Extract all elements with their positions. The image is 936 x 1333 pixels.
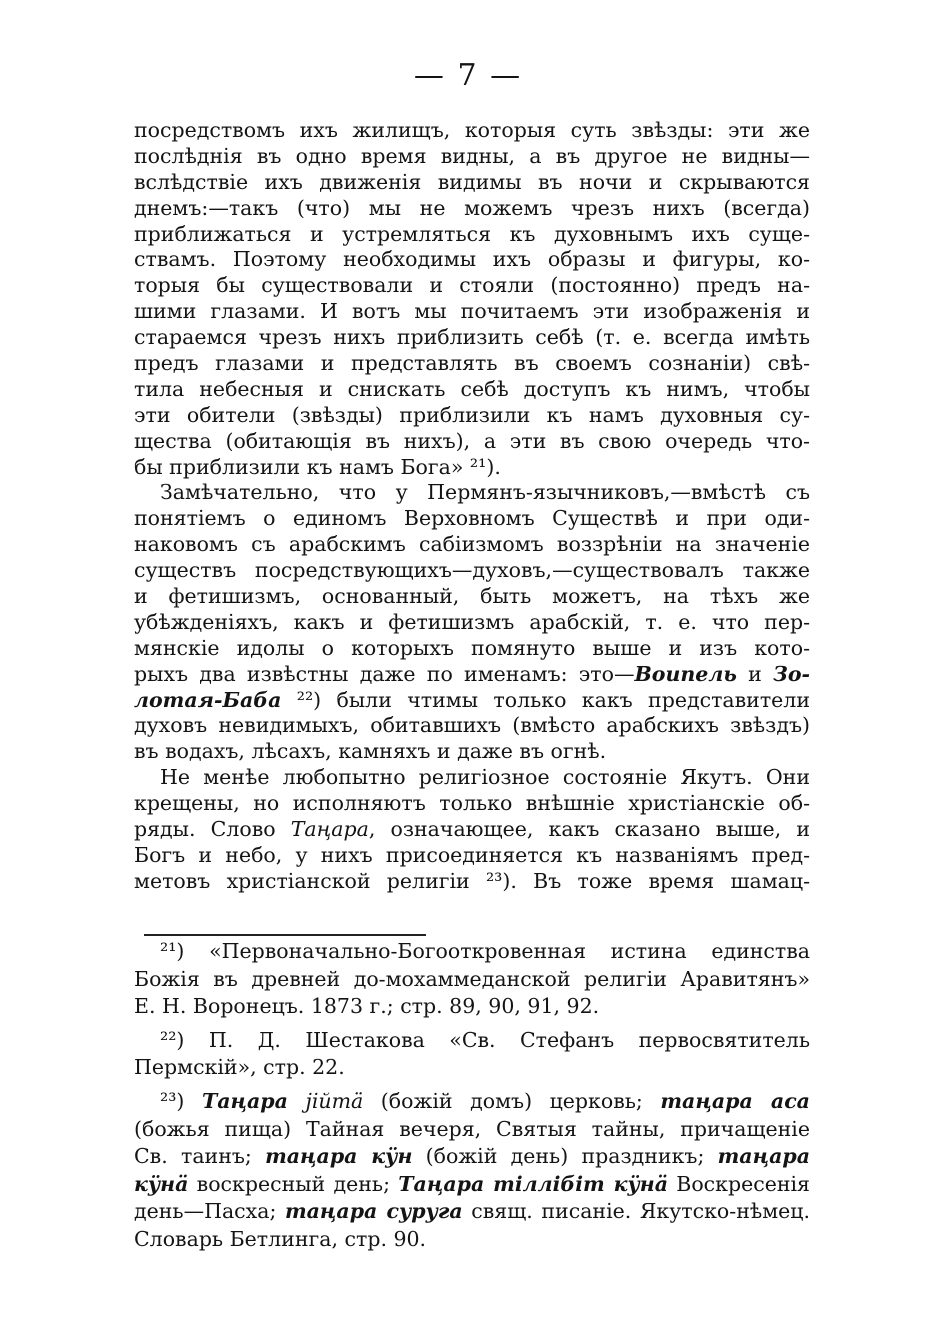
text-line: приближаться и устремляться къ духовнымъ ихъ суще- xyxy=(134,221,810,246)
text-line: Богъ и небо, у нихъ присоединяется къ названіямъ пред- xyxy=(134,842,810,867)
text-line: послѣднія въ одно время видны, а въ другое не видны— xyxy=(134,143,810,168)
term-tangara-tillibit-kuna: Таңара тiллiбiт кӱнӓ xyxy=(398,1171,668,1196)
text-line: эти обители (звѣзды) приблизили къ намъ духовныя су- xyxy=(134,402,810,427)
text-line: наковомъ съ арабскимъ сабіизмомъ воззрѣніи на значеніе xyxy=(134,532,810,557)
text-segment: ряды. Слово xyxy=(134,817,291,842)
footnote-21-line: Божія въ древней до-мохаммеданской религіи Аравитянъ» xyxy=(134,966,810,991)
text-line: мянскіе идолы о которыхъ помянуто выше и изъ кото- xyxy=(134,635,810,660)
text-line: понятіемъ о единомъ Верховномъ Существѣ и при оди- xyxy=(134,506,810,531)
text-line: духовъ невидимыхъ, обитавшихъ (вмѣсто арабскихъ звѣздъ) xyxy=(134,713,810,738)
footnote-23-mark: ²³) xyxy=(160,1088,185,1113)
footnote-23-line xyxy=(134,1171,810,1199)
text-line: въ водахъ, лѣсахъ, камняхъ и даже въ огнѣ. xyxy=(134,739,607,764)
text-line: стараемся чрезъ нихъ приблизить себѣ (т. е. всегда имѣть xyxy=(134,325,810,350)
text-line: посредствомъ ихъ жилищъ, которыя суть звѣзды: эти же xyxy=(134,118,810,142)
text-line xyxy=(134,688,810,714)
footnote-22-mark: ²²) xyxy=(160,1027,185,1052)
footnote-23-line xyxy=(134,1198,810,1226)
footnote-22-text: П. Д. Шестакова «Св. Стефанъ первосвятитель xyxy=(208,1027,810,1052)
text-line: и фетишизмъ, основанный, быть можетъ, на тѣхъ же xyxy=(134,584,810,609)
text-segment: (божій день) праздникъ; xyxy=(412,1144,718,1169)
footnote-23-line: (божья пища) Тайная вечеря, Святыя тайны, причащеніе xyxy=(134,1116,810,1141)
text-segment: день—Пасха; xyxy=(134,1199,285,1224)
text-segment: Св. таинъ; xyxy=(134,1144,266,1169)
term-tangara-kun: таңара кӱн xyxy=(265,1144,413,1169)
text-segment: свящ. писаніе. Якутско-нѣмец. xyxy=(462,1199,810,1224)
main-text xyxy=(134,118,810,895)
footnote-23-line: Словарь Бетлинга, стр. 90. xyxy=(134,1226,427,1251)
text-segment: (божій домъ) церковь; xyxy=(363,1088,661,1113)
text-line: Не менѣе любопытно религіозное состояніе Якутъ. Они xyxy=(160,765,810,790)
text-segment: и xyxy=(736,661,774,686)
term-tangara-asa: таңара аса xyxy=(660,1088,810,1113)
term-tangara-suruga: таңара суруга xyxy=(284,1199,463,1224)
text-line: шими глазами. И вотъ мы почитаемъ эти изображенія и xyxy=(134,299,810,324)
text-line xyxy=(134,817,810,843)
text-line: убѣжденіяхъ, какъ и фетишизмъ арабскій, т. е. что пер- xyxy=(134,609,810,634)
term-jiita: jiйтӓ xyxy=(305,1088,364,1113)
footnote-22-line: Пермскій», стр. 22. xyxy=(134,1055,345,1080)
footnote-21-text: «Первоначально-Богооткровенная истина единства xyxy=(209,939,810,963)
text-line: Замѣчательно, что у Пермянъ-язычниковъ,—вмѣстѣ съ xyxy=(160,480,810,505)
idol-name-zolotaya-start: Зо- xyxy=(773,661,810,686)
idol-name-voipel: Воипель xyxy=(634,661,737,686)
text-segment: ²²) были чтимы только какъ представители xyxy=(281,687,810,712)
footnote-ref: ²¹). xyxy=(469,454,501,479)
text-line: вслѣдствіе ихъ движенія видимы въ ночи и скрываются xyxy=(134,169,810,194)
text-segment: рыхъ два извѣстны даже по именамъ: это— xyxy=(134,661,635,686)
text-line xyxy=(134,455,810,481)
text-line: ствамъ. Поэтому необходимы ихъ образы и фигуры, ко- xyxy=(134,247,810,272)
text-line: тила небесныя и снискать себѣ доступъ къ нимъ, чтобы xyxy=(134,376,810,401)
footnote-23-line xyxy=(134,1088,810,1116)
footnote-21-mark: ²¹) xyxy=(160,939,185,963)
text-line: торыя бы существовали и стояли (постоянно) предъ на- xyxy=(134,273,810,298)
text-segment: воскресный день; xyxy=(188,1171,399,1196)
text-segment: Воскресенія xyxy=(667,1171,810,1196)
idol-name-zolotaya-baba: лотая-Баба xyxy=(134,687,282,712)
text-line: предъ глазами и представлять въ своемъ сознаніи) свѣ- xyxy=(134,351,810,376)
term-tangara: Таңара xyxy=(201,1088,288,1113)
text-line: днемъ:—такъ (что) мы не можемъ чрезъ нихъ (всегда) xyxy=(134,195,810,220)
footnote-21-line: Е. Н. Воронецъ. 1873 г.; стр. 89, 90, 91, 92. xyxy=(134,994,600,1019)
footnote-21-line xyxy=(134,938,810,966)
page-number: — 7 — xyxy=(413,58,523,93)
text-line: щества (обитающія въ нихъ), а эти въ свою очередь что- xyxy=(134,428,810,453)
text-line: крещены, но исполняютъ только внѣшніе христіанскіе об- xyxy=(134,791,810,816)
text-line: метовъ христіанской религіи ²³). Въ тоже время шамац- xyxy=(134,868,810,893)
text-segment: бы приблизили къ намъ Бога» xyxy=(134,454,464,479)
term-tangara: таңара xyxy=(717,1144,810,1169)
text-line: существъ посредствующихъ—духовъ,—существовалъ также xyxy=(134,558,810,583)
footnote-divider xyxy=(144,934,426,936)
term-kuna: кӱнӓ xyxy=(134,1171,189,1196)
text-line xyxy=(134,662,810,688)
footnotes xyxy=(134,938,810,1254)
footnote-23-line xyxy=(134,1143,810,1171)
text-segment: , означающее, какъ сказано выше, и xyxy=(368,817,810,842)
term-tangara: Таңара xyxy=(290,817,369,842)
footnote-22-line xyxy=(134,1027,810,1055)
